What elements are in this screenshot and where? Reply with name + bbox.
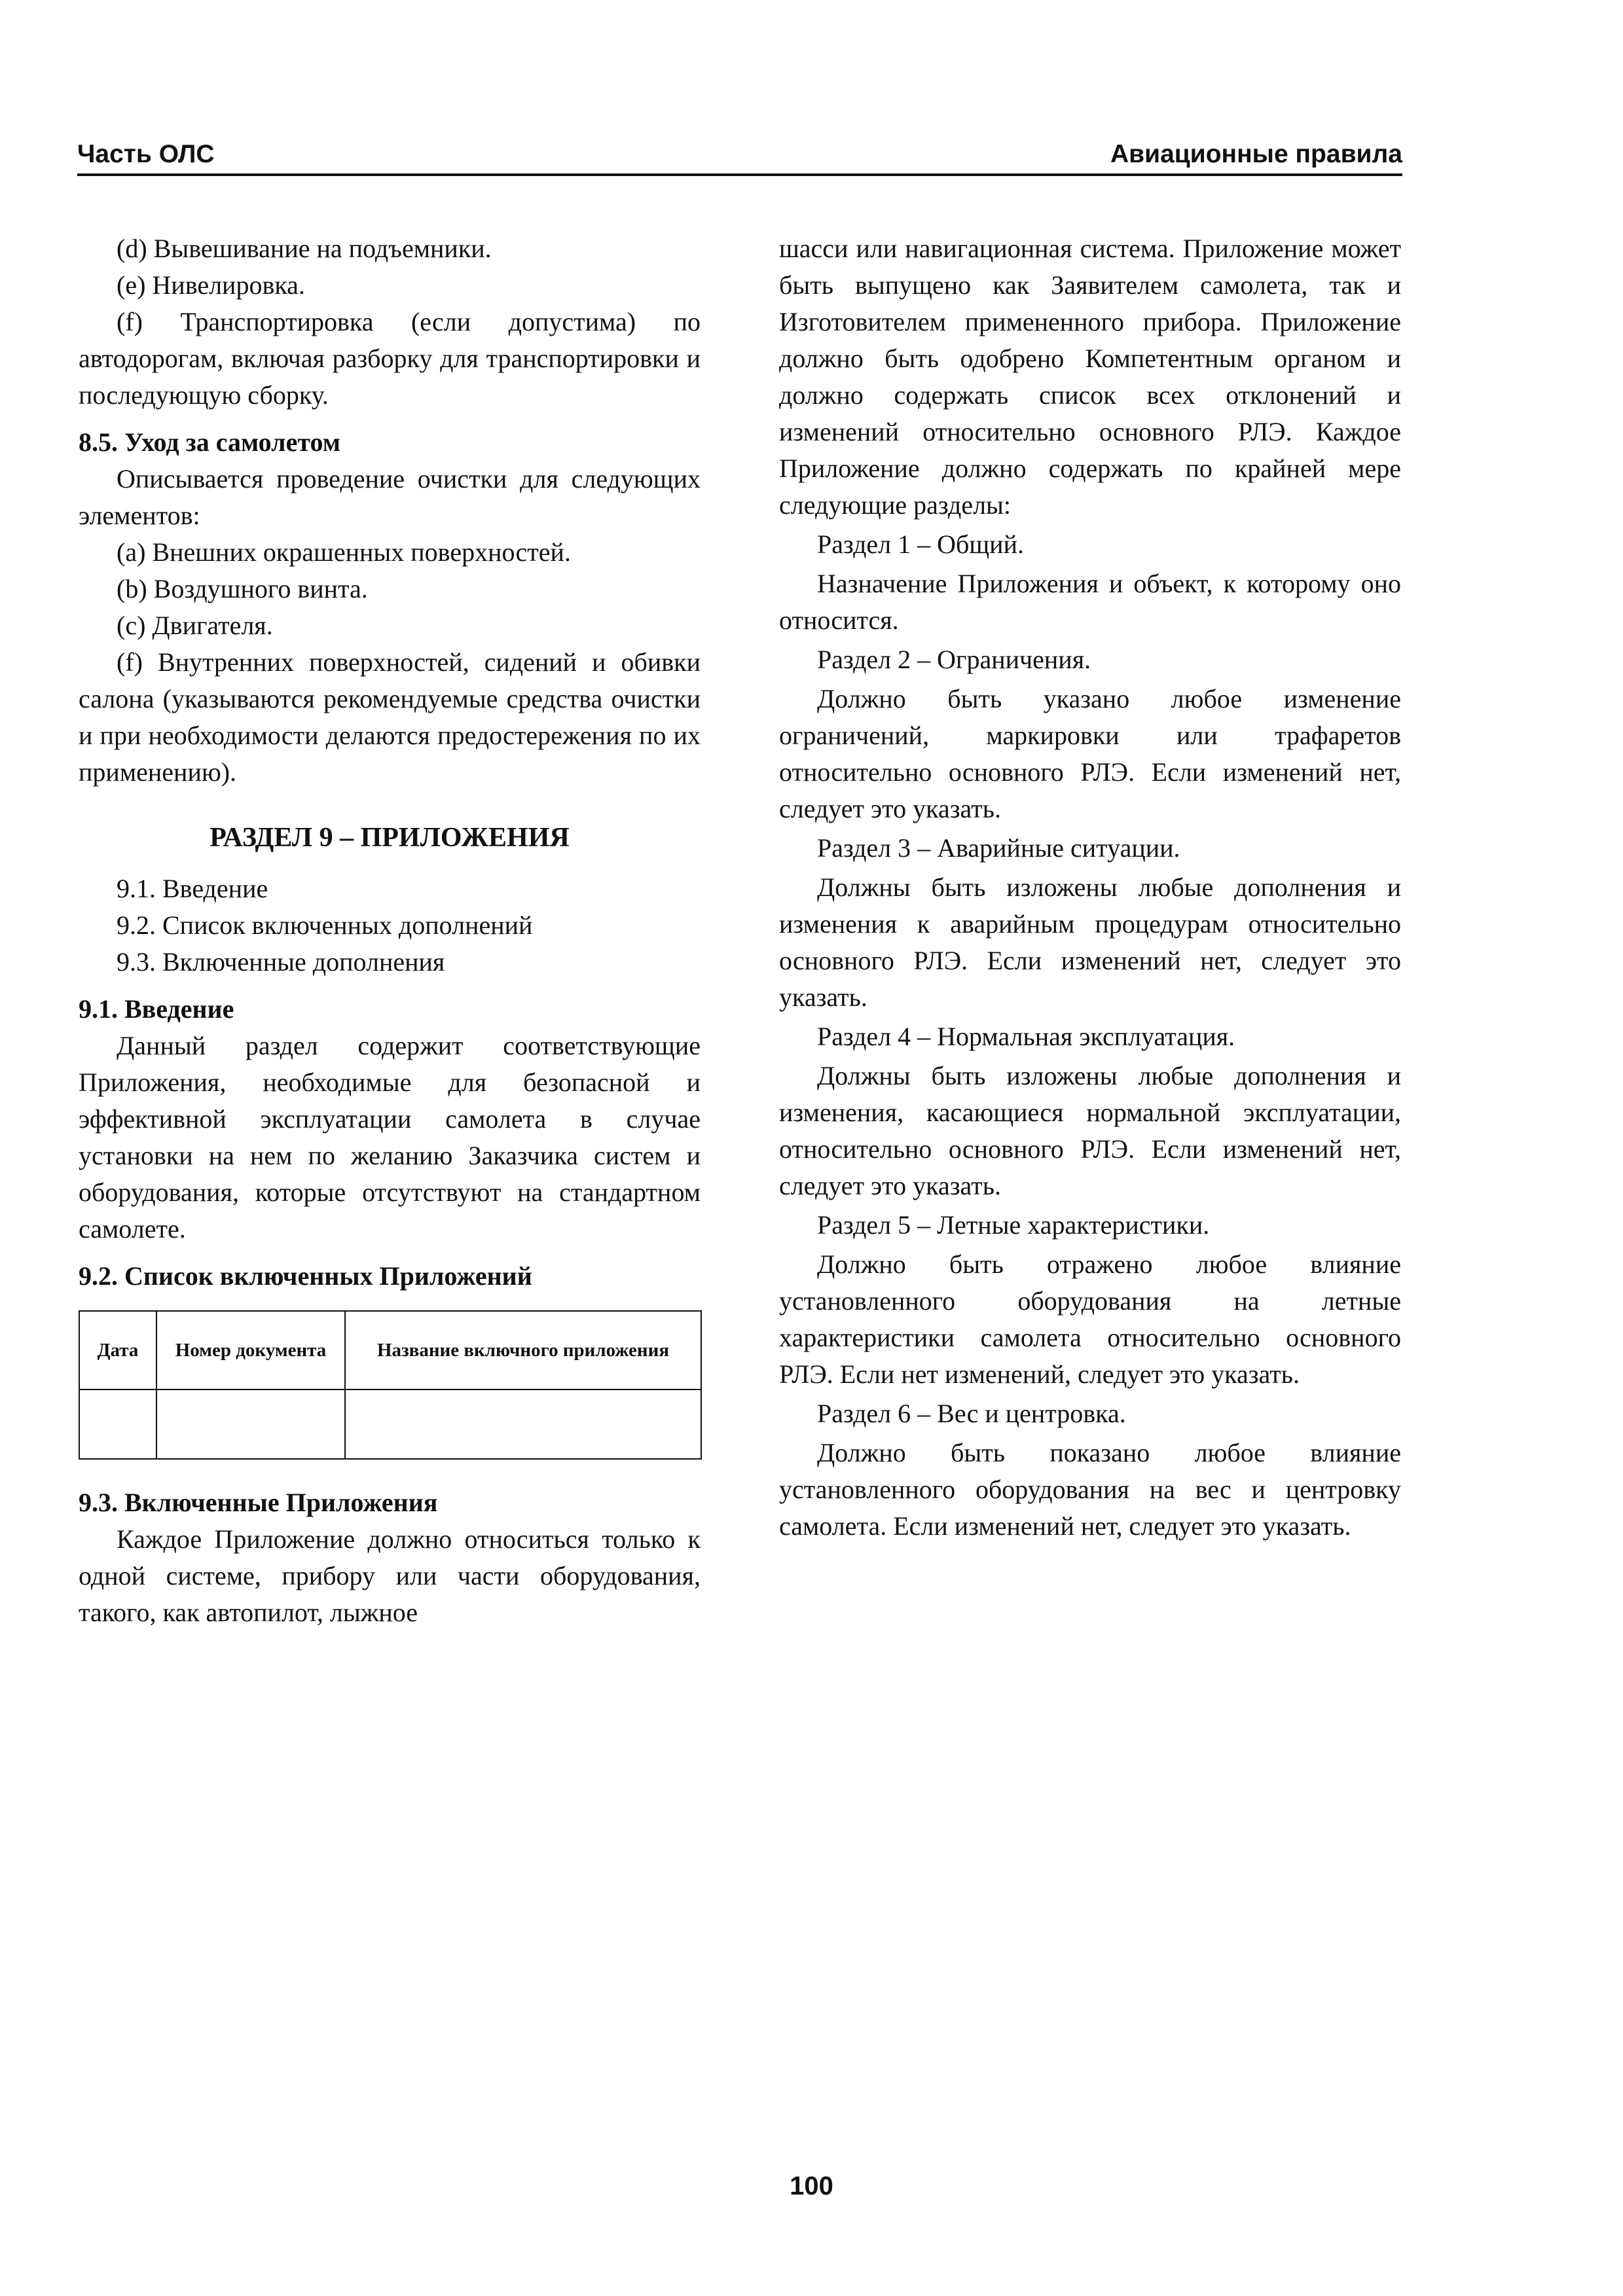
table-row <box>79 1390 701 1459</box>
header-left: Часть ОЛС <box>77 140 215 168</box>
list-item: (f) Внутренних поверхностей, сидений и обивки салона (указываются рекомендуемые средства очистки и при необходимости делаются предостережения по их применению). <box>79 647 701 787</box>
subsection-title: Раздел 2 – Ограничения. <box>817 645 1091 674</box>
table-cell <box>345 1390 701 1459</box>
subsection-title: Раздел 5 – Летные характеристики. <box>817 1210 1210 1240</box>
toc-item: 9.2. Список включенных дополнений <box>117 910 533 940</box>
list-item: (a) Внешних окрашенных поверхностей. <box>117 537 571 567</box>
table-header-row <box>79 1311 701 1390</box>
table-header-date: Дата <box>79 1311 156 1390</box>
header-rule <box>77 173 1402 176</box>
table-cell <box>156 1390 345 1459</box>
paragraph: Описывается проведение очистки для следующих элементов: <box>79 464 701 530</box>
page-header <box>77 139 1402 170</box>
paragraph: шасси или навигационная система. Приложение может быть выпущено как Заявителем самолета, так и Изготовителем примененного прибора. Приложение должно быть одобрено Компетентным органом и должно содержать список всех отклонений и изменений относительно основного РЛЭ. Каждое Приложение должно содержать по крайней мере следующие разделы: <box>779 234 1401 520</box>
paragraph: Должно быть показано любое влияние установленного оборудования на вес и центровку самолета. Если изменений нет, следует это указать. <box>779 1438 1401 1541</box>
appendix-table <box>79 1310 702 1460</box>
subsection-title: Раздел 3 – Аварийные ситуации. <box>817 833 1180 863</box>
table-header-title: Название включного приложения <box>345 1311 701 1390</box>
list-item: (c) Двигателя. <box>117 611 273 640</box>
subsection-title: Раздел 4 – Нормальная эксплуатация. <box>817 1022 1235 1051</box>
list-item: (e) Нивелировка. <box>117 270 305 300</box>
heading-9-3: 9.3. Включенные Приложения <box>79 1488 438 1517</box>
heading-9-2: 9.2. Список включенных Приложений <box>79 1261 532 1291</box>
right-column <box>779 230 1401 1545</box>
paragraph: Должно быть указано любое изменение ограничений, маркировки или трафаретов относительно основного РЛЭ. Если изменений нет, следует это указать. <box>779 684 1401 823</box>
subsection-title: Раздел 6 – Вес и центровка. <box>817 1399 1126 1428</box>
heading-8-5: 8.5. Уход за самолетом <box>79 427 340 457</box>
list-item: (f) Транспортировка (если допустима) по автодорогам, включая разборку для транспортировки и последующую сборку. <box>79 307 701 410</box>
list-item: (b) Воздушного винта. <box>117 574 368 603</box>
header-right: Авиационные правила <box>1110 140 1402 168</box>
table-cell <box>79 1390 156 1459</box>
toc-item: 9.1. Введение <box>117 874 268 903</box>
left-column <box>79 230 701 1631</box>
section-9-title: РАЗДЕЛ 9 – ПРИЛОЖЕНИЯ <box>210 823 570 853</box>
subsection-title: Раздел 1 – Общий. <box>817 529 1024 559</box>
paragraph: Должно быть отражено любое влияние установленного оборудования на летные характеристики самолета относительно основного РЛЭ. Если нет изменений, следует это указать. <box>779 1249 1401 1389</box>
paragraph: Данный раздел содержит соответствующие Приложения, необходимые для безопасной и эффективной эксплуатации самолета в случае установки на нем по желанию Заказчика систем и оборудования, которые отсутствуют на стандартном самолете. <box>79 1031 701 1244</box>
heading-9-1: 9.1. Введение <box>79 994 234 1024</box>
paragraph: Каждое Приложение должно относиться только к одной системе, прибору или части оборудования, такого, как автопилот, лыжное <box>79 1524 701 1627</box>
paragraph: Назначение Приложения и объект, к которому оно относится. <box>779 569 1401 635</box>
toc-item: 9.3. Включенные дополнения <box>117 947 445 977</box>
table-header-doc-number: Номер документа <box>156 1311 345 1390</box>
list-item: (d) Вывешивание на подъемники. <box>117 234 492 263</box>
page-number: 100 <box>790 2172 833 2200</box>
paragraph: Должны быть изложены любые дополнения и изменения, касающиеся нормальной эксплуатации, относительно основного РЛЭ. Если изменений нет, следует это указать. <box>779 1061 1401 1200</box>
paragraph: Должны быть изложены любые дополнения и изменения к аварийным процедурам относительно основного РЛЭ. Если изменений нет, следует это указать. <box>779 872 1401 1012</box>
